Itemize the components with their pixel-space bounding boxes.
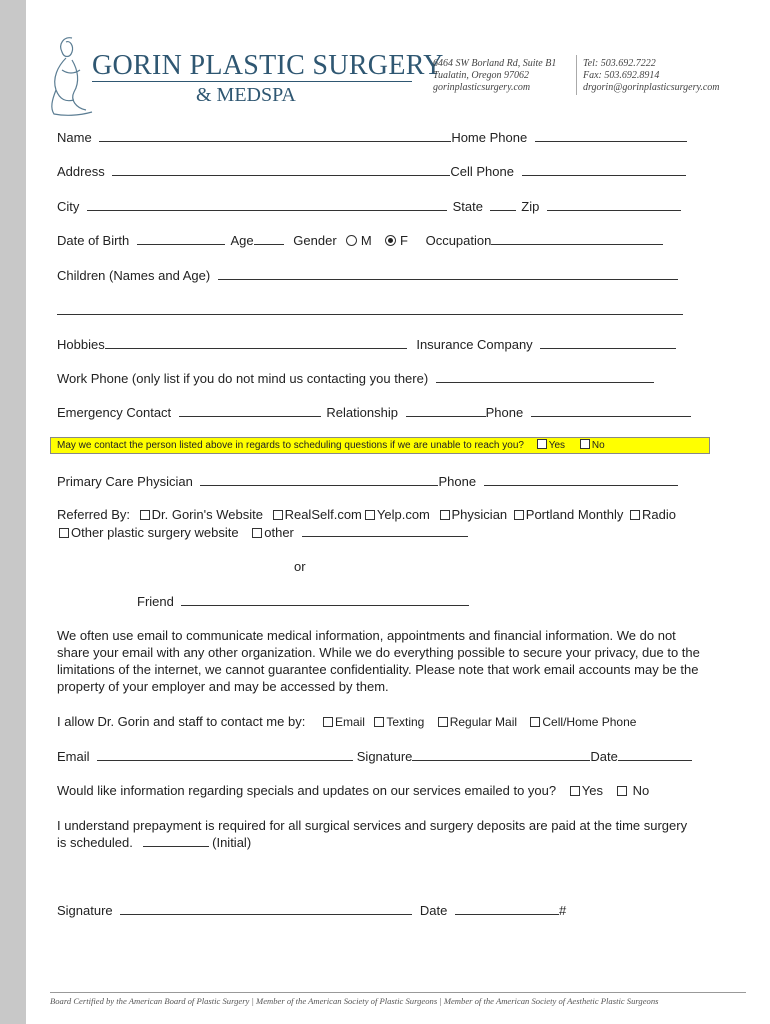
emergency-phone-label: Phone — [485, 405, 524, 420]
gender-label: Gender — [293, 233, 337, 248]
cell-phone-field[interactable] — [522, 163, 686, 176]
email-sig-row — [57, 748, 692, 764]
contact-block — [583, 58, 720, 94]
physician-phone-label: Phone — [438, 474, 477, 489]
emergency-label: Emergency Contact — [57, 405, 172, 420]
signature-field[interactable] — [412, 748, 590, 761]
opt-phone-checkbox[interactable] — [530, 717, 540, 727]
date-label: Date — [590, 749, 618, 764]
initial-field[interactable] — [143, 834, 209, 847]
ref-yelp-label: Yelp.com — [376, 507, 430, 522]
date-field[interactable] — [618, 748, 692, 761]
ref-physician-label: Physician — [451, 507, 508, 522]
contact-yes-label: Yes — [548, 440, 566, 451]
home-phone-label: Home Phone — [451, 130, 528, 145]
specials-no-label: No — [632, 783, 650, 798]
age-label: Age — [230, 233, 254, 248]
ref-radio-label: Radio — [641, 507, 676, 522]
relationship-field[interactable] — [406, 404, 486, 417]
hash-mark: # — [559, 903, 567, 918]
ref-other-label: other — [264, 525, 294, 540]
page-margin-bar — [0, 0, 26, 1024]
name-label: Name — [57, 130, 92, 145]
cell-phone-label: Cell Phone — [450, 164, 514, 179]
logo-figure-icon — [44, 30, 96, 120]
age-field[interactable] — [254, 232, 284, 245]
address-field[interactable] — [112, 163, 450, 176]
final-date-field[interactable] — [455, 902, 559, 915]
contact-no-label: No — [591, 440, 605, 451]
specials-row — [57, 783, 649, 798]
physician-phone-field[interactable] — [484, 473, 678, 486]
opt-texting-checkbox[interactable] — [374, 717, 384, 727]
opt-phone-label: Cell/Home Phone — [542, 715, 637, 729]
ref-other-field[interactable] — [302, 524, 468, 537]
opt-mail-checkbox[interactable] — [438, 717, 448, 727]
hobbies-label: Hobbies — [57, 337, 105, 352]
address-line-2: Tualatin, Oregon 97062 — [433, 70, 530, 81]
ref-physician-checkbox[interactable] — [440, 510, 450, 520]
emergency-field[interactable] — [179, 404, 321, 417]
opt-email-label: Email — [334, 715, 365, 729]
contact-question: May we contact the person listed above in regards to scheduling questions if we are unable to reach you? — [57, 440, 524, 451]
fax: Fax: 503.692.8914 — [583, 70, 660, 81]
gender-m-label: M — [360, 233, 372, 248]
footer-credentials: Board Certified by the American Board of Plastic Surgery | Member of the American Society of Plastic Surgeons | Member of the American Society of Aesthetic Plastic Surgeons — [50, 992, 746, 1006]
referred-label: Referred By: — [57, 507, 130, 522]
final-date-label: Date — [419, 903, 448, 918]
final-signature-field[interactable] — [120, 902, 412, 915]
specials-no-checkbox[interactable] — [617, 786, 627, 796]
insurance-label: Insurance Company — [416, 337, 533, 352]
contact-no-checkbox[interactable] — [580, 439, 590, 449]
work-phone-label: Work Phone (only list if you do not mind us contacting you there) — [57, 371, 429, 386]
gender-f-label: F — [400, 233, 408, 248]
address-row — [57, 163, 686, 179]
physician-label: Primary Care Physician — [57, 474, 193, 489]
allow-contact-label: I allow Dr. Gorin and staff to contact me by: — [57, 714, 306, 729]
prepayment-text: I understand prepayment is required for all surgical services and surgery deposits are paid at the time surgery is scheduled. — [57, 818, 688, 850]
ref-radio-checkbox[interactable] — [630, 510, 640, 520]
name-row — [57, 129, 687, 145]
ref-other-site-checkbox[interactable] — [59, 528, 69, 538]
ref-website-checkbox[interactable] — [140, 510, 150, 520]
children-row — [57, 267, 678, 283]
opt-mail-label: Regular Mail — [449, 715, 518, 729]
physician-row — [57, 473, 678, 489]
state-field[interactable] — [490, 198, 516, 211]
ref-realself-checkbox[interactable] — [273, 510, 283, 520]
address-line-1: 6464 SW Borland Rd, Suite B1 — [433, 58, 557, 69]
emergency-phone-field[interactable] — [531, 404, 691, 417]
final-signature-label: Signature — [57, 903, 113, 918]
insurance-field[interactable] — [540, 336, 676, 349]
header-divider — [576, 55, 577, 95]
physician-field[interactable] — [200, 473, 438, 486]
final-signature-row — [57, 902, 566, 918]
email-notice: We often use email to communicate medical information, appointments and financial information. We do not share your email with any other organization. While we do everything possible to secure your privacy, due to the limitations of the internet, we cannot guarantee confidentiality. Please note that work email accounts may be the property of your employer and may be accessed by them. — [57, 628, 700, 694]
children-field-line2[interactable] — [57, 314, 683, 315]
ref-realself-label: RealSelf.com — [284, 507, 362, 522]
opt-email-checkbox[interactable] — [323, 717, 333, 727]
work-phone-field[interactable] — [436, 370, 654, 383]
dob-label: Date of Birth — [57, 233, 130, 248]
zip-label: Zip — [521, 199, 540, 214]
work-phone-row — [57, 370, 654, 386]
specials-question: Would like information regarding specials and updates on our services emailed to you? — [57, 783, 557, 798]
ref-website-label: Dr. Gorin's Website — [151, 507, 263, 522]
home-phone-field[interactable] — [535, 129, 687, 142]
website: gorinplasticsurgery.com — [433, 82, 531, 93]
address-block — [433, 58, 556, 94]
dob-field[interactable] — [137, 232, 225, 245]
relationship-label: Relationship — [326, 405, 398, 420]
dob-row — [57, 232, 663, 248]
zip-field[interactable] — [547, 198, 681, 211]
friend-label: Friend — [137, 594, 174, 609]
ref-portland-checkbox[interactable] — [514, 510, 524, 520]
specials-yes-checkbox[interactable] — [570, 786, 580, 796]
allow-contact-row — [57, 714, 636, 729]
contact-permission-bar — [50, 437, 710, 454]
practice-subtitle: & MEDSPA — [196, 84, 296, 106]
hobbies-row — [57, 336, 676, 352]
children-field[interactable] — [218, 267, 678, 280]
emergency-row — [57, 404, 691, 420]
children-label: Children (Names and Age) — [57, 268, 211, 283]
occupation-label: Occupation — [425, 233, 492, 248]
tel: Tel: 503.692.7222 — [583, 58, 656, 69]
name-field[interactable] — [99, 129, 451, 142]
occupation-field[interactable] — [491, 232, 663, 245]
gender-f-radio[interactable] — [385, 235, 396, 246]
specials-yes-label: Yes — [581, 783, 603, 798]
ref-other-site-label: Other plastic surgery website — [71, 525, 239, 540]
gender-m-radio[interactable] — [346, 235, 357, 246]
friend-row — [137, 593, 469, 609]
city-field[interactable] — [87, 198, 447, 211]
or-text: or — [294, 559, 306, 574]
ref-yelp-checkbox[interactable] — [365, 510, 375, 520]
opt-texting-label: Texting — [386, 715, 425, 729]
contact-yes-checkbox[interactable] — [537, 439, 547, 449]
contact-email: drgorin@gorinplasticsurgery.com — [583, 82, 720, 93]
ref-other-checkbox[interactable] — [252, 528, 262, 538]
city-label: City — [57, 199, 80, 214]
signature-label: Signature — [356, 749, 413, 764]
address-label: Address — [57, 164, 105, 179]
hobbies-field[interactable] — [105, 336, 407, 349]
ref-portland-label: Portland Monthly — [525, 507, 624, 522]
friend-field[interactable] — [181, 593, 469, 606]
prepayment-row — [57, 817, 697, 851]
referred-row — [57, 507, 676, 522]
initial-label: (Initial) — [212, 835, 252, 850]
logo-divider — [92, 81, 412, 82]
state-label: State — [452, 199, 483, 214]
city-row — [57, 198, 681, 214]
email-label: Email — [57, 749, 90, 764]
referred-row-2 — [59, 524, 468, 540]
practice-name: GORIN PLASTIC SURGERY — [92, 50, 444, 81]
email-field[interactable] — [97, 748, 353, 761]
